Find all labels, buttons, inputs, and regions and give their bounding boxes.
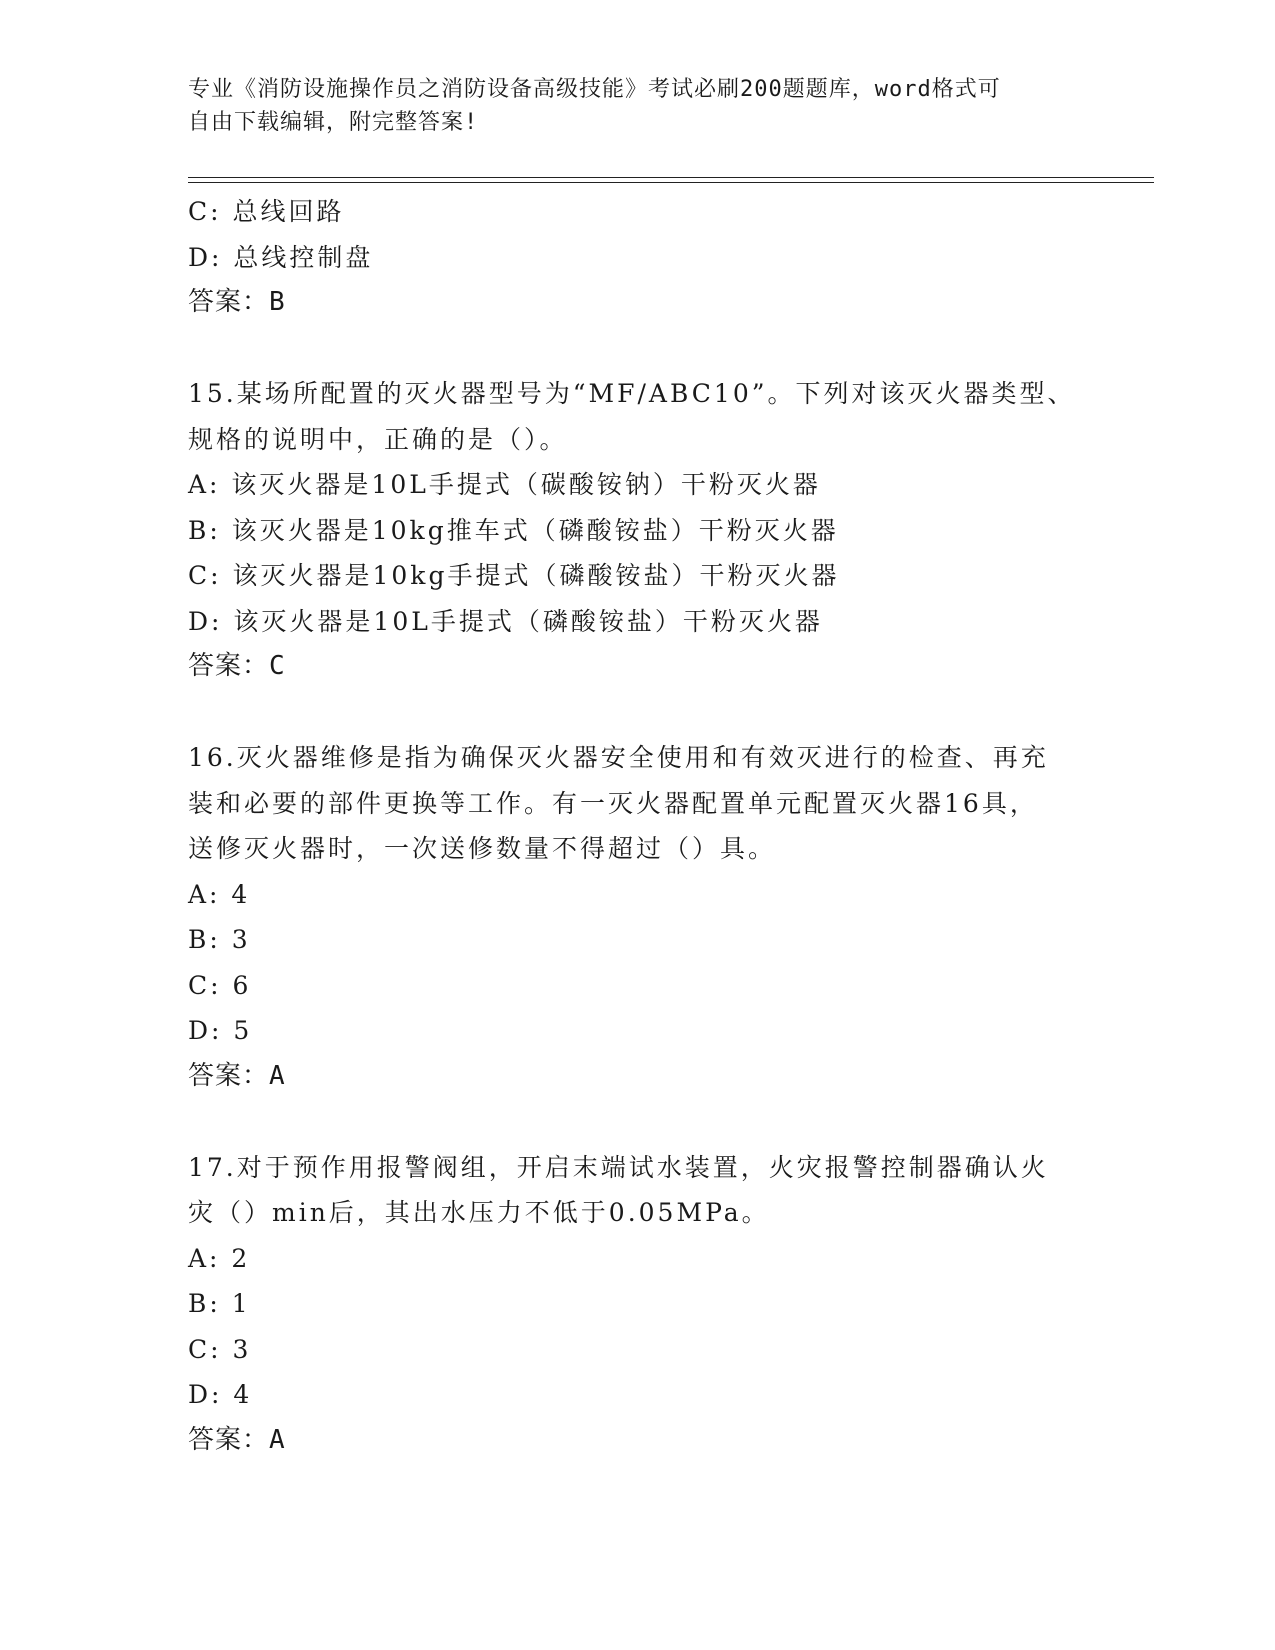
- question-stem-line: 送修灭火器时，一次送修数量不得超过（）具。: [188, 834, 777, 863]
- option-a: A: 该灭火器是10L手提式（碳酸铵钠）干粉灭火器: [188, 470, 821, 499]
- question-14-tail: [188, 189, 1088, 326]
- question-stem-line: 17.对于预作用报警阀组，开启末端试水装置，火灾报警控制器确认火: [188, 1152, 1049, 1182]
- answer-line: 答案：C: [188, 651, 286, 681]
- option-d: D: 5: [188, 1016, 253, 1045]
- question-stem-line: 15.某场所配置的灭火器型号为“MF/ABC10”。下列对该灭火器类型、: [188, 379, 1076, 408]
- question-stem-line: 规格的说明中，正确的是（）。: [188, 424, 568, 454]
- option-a: A: 4: [188, 879, 251, 909]
- header-divider-bottom: [188, 182, 1154, 183]
- header-line-1: 专业《消防设施操作员之消防设备高级技能》考试必刷200题题库，word格式可: [188, 77, 1001, 102]
- option-c: C: 该灭火器是10kg手提式（磷酸铵盐）干粉灭火器: [188, 561, 840, 590]
- spacer: [188, 326, 1088, 372]
- question-stem-line: 装和必要的部件更换等工作。有一灭火器配置单元配置灭火器16具，: [188, 788, 1038, 818]
- option-c: C: 6: [188, 970, 252, 1000]
- answer-line: 答案：A: [188, 1424, 286, 1455]
- question-16: [188, 735, 1088, 1099]
- question-stem-line: 灾（）min后，其出水压力不低于0.05MPa。: [188, 1198, 770, 1227]
- question-17: [188, 1145, 1088, 1464]
- question-15: [188, 371, 1088, 690]
- option-d: D: 该灭火器是10L手提式（磷酸铵盐）干粉灭火器: [188, 606, 823, 636]
- question-stem-line: 16.灭火器维修是指为确保灭火器安全使用和有效灭进行的检查、再充: [188, 743, 1049, 772]
- spacer: [188, 690, 1088, 736]
- question-list: [188, 189, 1088, 1463]
- option-c: C: 总线回路: [188, 197, 345, 226]
- document-header: [188, 73, 1068, 139]
- answer-line: 答案：A: [188, 1060, 286, 1091]
- option-d: D: 总线控制盘: [188, 242, 374, 272]
- header-divider-top: [188, 177, 1154, 178]
- option-d: D: 4: [188, 1380, 253, 1409]
- option-b: B: 该灭火器是10kg推车式（磷酸铵盐）干粉灭火器: [188, 515, 839, 545]
- option-a: A: 2: [188, 1243, 251, 1273]
- answer-line: 答案：B: [188, 287, 286, 317]
- spacer: [188, 1099, 1088, 1145]
- option-b: B: 1: [188, 1289, 251, 1318]
- header-line-2: 自由下载编辑，附完整答案!: [188, 110, 479, 135]
- option-b: B: 3: [188, 925, 251, 954]
- option-c: C: 3: [188, 1334, 252, 1364]
